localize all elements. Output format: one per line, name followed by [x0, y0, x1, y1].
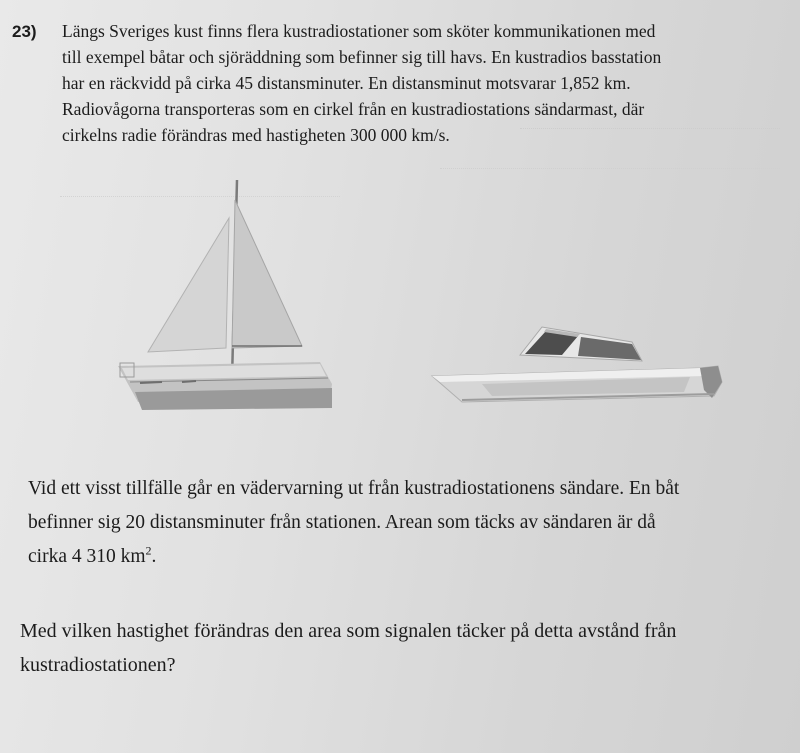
bleed-through-text [520, 128, 780, 139]
question-paragraph [20, 614, 780, 682]
intro-line: cirkelns radie förändras med hastigheten 300 000 km/s. [62, 125, 450, 145]
intro-line: har en räckvidd på cirka 45 distansminuter. En distansminut motsvarar 1,852 km. [62, 73, 631, 93]
scenario-paragraph [28, 472, 748, 574]
intro-line: till exempel båtar och sjöräddning som befinner sig till havs. En kustradios basstation [62, 47, 662, 67]
scenario-line: Vid ett visst tillfälle går en vädervarning ut från kustradiostationens sändare. En båt [28, 478, 680, 499]
boats-illustration [0, 170, 800, 430]
area-exponent: 2 [145, 543, 152, 558]
scenario-line: befinner sig 20 distansminuter från stationen. Arean som täcks av sändaren är då [28, 512, 656, 533]
area-period: . [151, 546, 157, 567]
motorboat-image [432, 327, 722, 402]
intro-line: Längs Sveriges kust finns flera kustradiostationer som sköter kommunikationen med [62, 21, 656, 41]
intro-line: Radiovågorna transporteras som en cirkel från en kustradiostations sändarmast, där [62, 99, 645, 119]
area-value: cirka 4 310 km [28, 546, 146, 567]
area-line [28, 540, 748, 574]
question-line: kustradiostationen? [20, 654, 176, 676]
sailboat-image [118, 180, 332, 410]
question-number: 23) [12, 22, 37, 41]
question-line: Med vilken hastighet förändras den area som signalen täcker på detta avstånd från [20, 620, 677, 642]
